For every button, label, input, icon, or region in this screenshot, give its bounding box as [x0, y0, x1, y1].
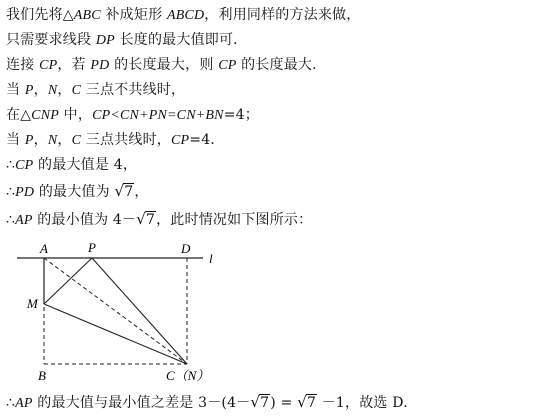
sqrt-expression — [297, 393, 317, 412]
text-segment: 我们先将△ — [6, 7, 74, 23]
text-segment: 中， — [59, 107, 93, 123]
text-line-6 — [6, 131, 225, 150]
text-segment: ∴ — [6, 184, 16, 200]
text-segment: ， — [33, 132, 48, 148]
label-D: D — [181, 241, 191, 256]
label-P: P — [88, 240, 96, 255]
math-variable: CNP — [31, 108, 59, 123]
math-variable: C — [71, 83, 82, 98]
math-variable: CP — [218, 58, 237, 73]
text-line-final — [6, 393, 408, 413]
radical-sign: √ — [136, 210, 146, 228]
math-variable: ABC — [73, 8, 101, 23]
text-segment: 当 — [6, 132, 25, 148]
segment-MC — [44, 304, 187, 364]
text-segment: 在△ — [6, 107, 32, 123]
math-variable: C — [71, 133, 82, 148]
text-segment: 连接 — [6, 57, 40, 73]
text-segment: ， — [134, 184, 149, 200]
radical-sign: √ — [250, 393, 261, 411]
text-line-9 — [6, 210, 312, 230]
math-variable: PD — [90, 58, 110, 73]
text-line-2 — [6, 31, 247, 50]
label-C: C（N） — [166, 368, 210, 383]
sqrt-expression — [136, 210, 156, 229]
text-segment: 补成矩形 — [100, 7, 167, 23]
text-segment: =4． — [189, 132, 225, 148]
text-segment: 长度的最大值即可． — [114, 32, 248, 48]
geometry-figure — [0, 238, 260, 388]
math-variable: ABCD — [166, 8, 205, 23]
text-line-7 — [6, 156, 137, 175]
text-segment: 三点共线时， — [81, 132, 171, 148]
text-segment: ∴ — [6, 212, 16, 228]
text-segment: 的最大值与最小值之差是 3－(4－ — [32, 395, 251, 411]
text-line-1 — [6, 6, 361, 25]
math-variable: AP — [15, 396, 33, 411]
text-segment: 的最大值为 — [34, 184, 115, 200]
text-segment: 的长度最大． — [236, 57, 327, 73]
segment-PC — [92, 258, 187, 364]
math-variable: CP — [15, 158, 34, 173]
text-segment: 三点不共线时， — [81, 82, 186, 98]
text-segment: 只需要求线段 — [6, 32, 96, 48]
math-variable: PD — [15, 185, 35, 200]
label-M: M — [27, 296, 38, 311]
math-variable: CP — [170, 133, 190, 148]
segment-MP — [44, 258, 92, 304]
radical-sign: √ — [297, 393, 307, 411]
text-line-8 — [6, 182, 149, 202]
text-segment: 的最大值是 4， — [33, 157, 138, 173]
math-variable: CP — [39, 58, 58, 73]
radical-sign: √ — [114, 182, 125, 200]
text-segment: 的长度最大，则 — [109, 57, 219, 73]
math-variable: N — [47, 83, 58, 98]
text-segment: ， — [57, 132, 72, 148]
text-segment: ，此时情况如下图所示： — [156, 212, 313, 228]
text-segment: =4； — [223, 107, 259, 123]
text-segment: ， — [33, 82, 48, 98]
radicand: 7 — [146, 212, 156, 228]
text-segment: 的最小值为 4－ — [32, 212, 137, 228]
label-A: A — [40, 241, 48, 256]
math-variable: AP — [15, 213, 33, 228]
label-B: B — [38, 368, 46, 383]
math-variable: P — [24, 83, 34, 98]
radicand: 7 — [260, 395, 270, 411]
text-line-4 — [6, 81, 185, 100]
text-segment: ) = — [270, 395, 298, 411]
segment-AC — [44, 258, 187, 364]
radicand: 7 — [124, 184, 134, 200]
radicand: 7 — [306, 395, 317, 411]
sqrt-expression — [114, 182, 134, 201]
text-segment: ，利用同样的方法来做， — [204, 7, 361, 23]
label-l: l — [209, 251, 213, 266]
text-segment: ∴ — [6, 395, 16, 411]
text-segment: －1，故选 D. — [317, 395, 408, 411]
sqrt-expression — [250, 393, 270, 412]
text-segment: ∴ — [6, 157, 16, 173]
text-line-3 — [6, 56, 326, 75]
math-variable: DP — [95, 33, 115, 48]
text-segment: ， — [57, 82, 72, 98]
math-variable: P — [24, 133, 34, 148]
math-variable: N — [47, 133, 58, 148]
text-segment: ，若 — [57, 57, 91, 73]
text-segment: 当 — [6, 82, 25, 98]
math-variable: CP<CN+PN=CN+BN — [92, 108, 224, 123]
text-line-5 — [6, 106, 259, 125]
